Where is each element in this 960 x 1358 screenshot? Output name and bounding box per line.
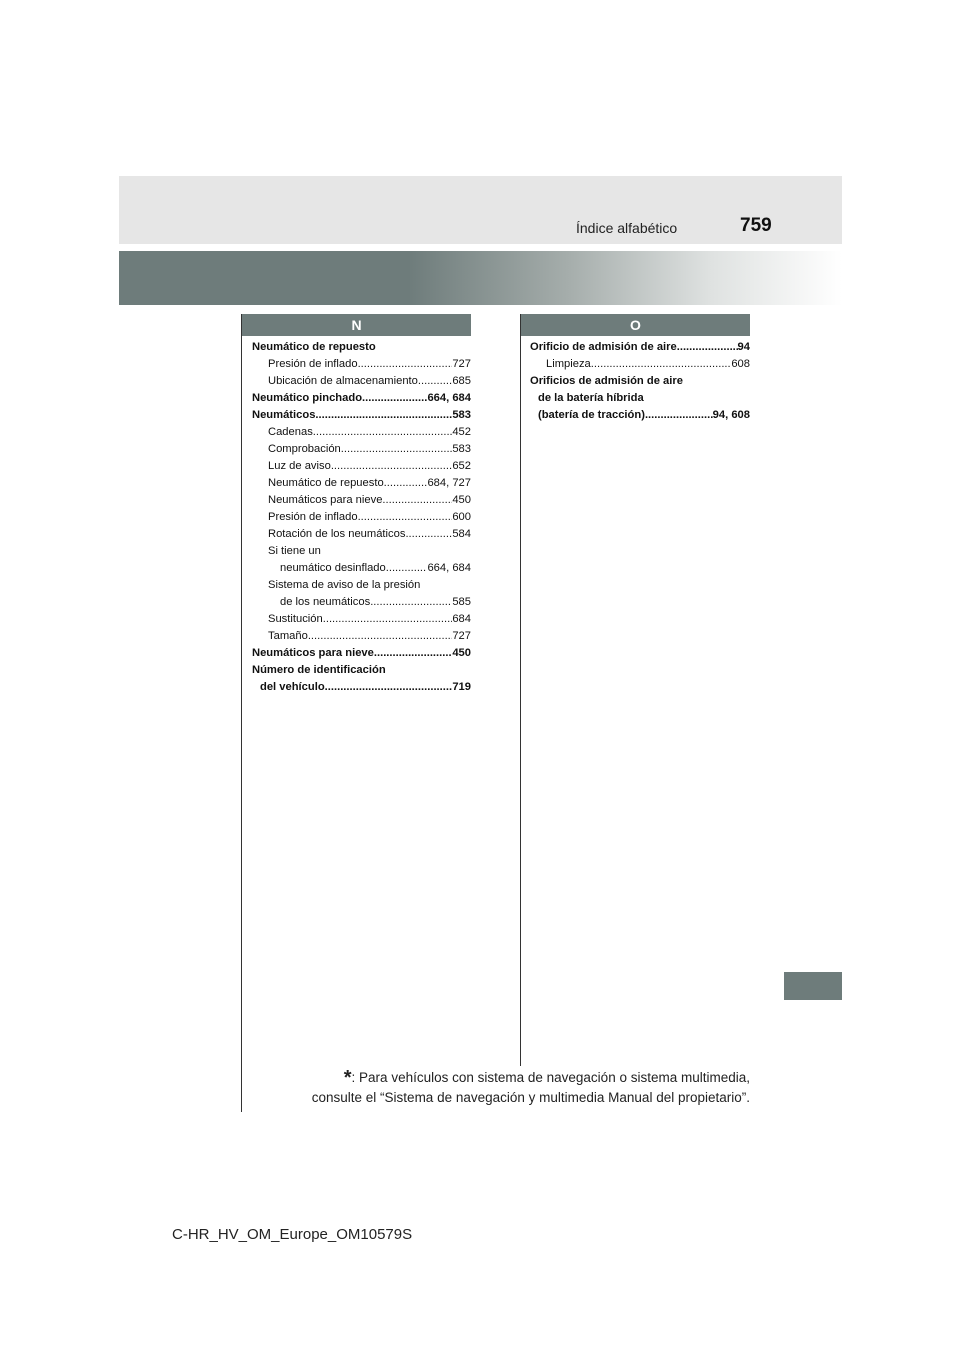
- index-entry: [252, 526, 471, 543]
- dot-leader: [362, 390, 427, 407]
- index-term: Neumáticos para nieve: [252, 647, 374, 659]
- index-entry: [530, 356, 750, 373]
- index-term: Cadenas: [268, 426, 313, 438]
- index-entry: [252, 611, 471, 628]
- index-entry: [252, 390, 471, 407]
- index-entry: [252, 645, 471, 662]
- dot-leader: [331, 458, 453, 475]
- index-term: Tamaño: [268, 630, 308, 642]
- page-reference: 94: [737, 341, 750, 353]
- index-entry: [252, 492, 471, 509]
- dot-leader: [323, 611, 453, 628]
- index-term: Luz de aviso: [268, 460, 331, 472]
- dot-leader: [677, 339, 738, 356]
- section-title: Índice alfabético: [576, 220, 678, 236]
- index-term: Sustitución: [268, 613, 323, 625]
- side-index-tab: [784, 972, 842, 1000]
- index-entry: [252, 594, 471, 611]
- dot-leader: [370, 594, 452, 611]
- index-term: del vehículo: [260, 681, 325, 693]
- page-reference: 727: [452, 358, 471, 370]
- header-band: [119, 176, 842, 244]
- page-number: 759: [740, 215, 772, 236]
- index-term: Neumático de repuesto: [252, 341, 376, 353]
- page-reference: 600: [452, 511, 471, 523]
- dot-leader: [325, 679, 453, 696]
- index-term: Presión de inflado: [268, 511, 358, 523]
- page-reference: 94, 608: [712, 409, 750, 421]
- index-term: Orificios de admisión de aire: [530, 375, 683, 387]
- index-entry: [252, 356, 471, 373]
- index-entry: [530, 390, 750, 407]
- footnote-line-1: : Para vehículos con sistema de navegación o sistema multimedia,: [351, 1070, 750, 1085]
- index-term: de la batería híbrida: [538, 392, 644, 404]
- dot-leader: [358, 356, 453, 373]
- page-reference: 452: [452, 426, 471, 438]
- index-entry: [252, 509, 471, 526]
- footnote-mark: *: [343, 1067, 352, 1089]
- index-term: Neumáticos para nieve: [268, 494, 383, 506]
- index-entry: [252, 662, 471, 679]
- page-reference: 684, 727: [427, 477, 471, 489]
- index-column-o: [530, 339, 750, 424]
- page-reference: 664, 684: [427, 392, 471, 404]
- index-entry: [530, 339, 750, 356]
- left-column-rule: [241, 314, 242, 1112]
- document-id: C-HR_HV_OM_Europe_OM10579S: [172, 1226, 413, 1243]
- index-term: Sistema de aviso de la presión: [268, 579, 421, 591]
- page-reference: 608: [731, 358, 750, 370]
- dot-leader: [341, 441, 453, 458]
- dot-leader: [591, 356, 732, 373]
- index-term: Rotación de los neumáticos: [268, 528, 406, 540]
- index-entry: [530, 407, 750, 424]
- index-term: Neumático de repuesto: [268, 477, 384, 489]
- index-entry: [252, 407, 471, 424]
- page-reference: 583: [452, 443, 471, 455]
- letter-heading-n: N: [242, 314, 471, 336]
- dot-leader: [405, 526, 452, 543]
- dot-leader: [374, 645, 452, 662]
- page-reference: 584: [452, 528, 471, 540]
- index-term: Orificio de admisión de aire: [530, 341, 677, 353]
- dot-leader: [418, 373, 452, 390]
- dot-leader: [313, 424, 453, 441]
- page-reference: 727: [452, 630, 471, 642]
- dot-leader: [358, 509, 453, 526]
- index-term: neumático desinflado: [280, 562, 386, 574]
- page-reference: 450: [452, 647, 471, 659]
- index-entry: [252, 679, 471, 696]
- page-reference: 652: [452, 460, 471, 472]
- index-term: Neumáticos: [252, 409, 316, 421]
- index-term: Comprobación: [268, 443, 341, 455]
- index-term: Si tiene un: [268, 545, 321, 557]
- dot-leader: [308, 628, 453, 645]
- dot-leader: [386, 560, 428, 577]
- index-entry: [252, 424, 471, 441]
- page-reference: 585: [452, 596, 471, 608]
- index-entry: [252, 543, 471, 560]
- index-entry: [252, 560, 471, 577]
- page-reference: 664, 684: [427, 562, 471, 574]
- dot-leader: [315, 407, 452, 424]
- index-entry: [252, 373, 471, 390]
- index-term: de los neumáticos: [280, 596, 371, 608]
- index-term: Neumático pinchado: [252, 392, 363, 404]
- dot-leader: [384, 475, 428, 492]
- page-reference: 583: [452, 409, 471, 421]
- index-entry: [252, 458, 471, 475]
- index-term: (batería de tracción): [538, 409, 645, 421]
- page-reference: 684: [452, 613, 471, 625]
- index-entry: [252, 628, 471, 645]
- index-entry: [252, 441, 471, 458]
- index-entry: [252, 339, 471, 356]
- page-reference: 450: [452, 494, 471, 506]
- footnote-line-2: consulte el “Sistema de navegación y multimedia Manual del propietario”.: [311, 1090, 750, 1105]
- index-entry: [530, 373, 750, 390]
- page-reference: 719: [452, 681, 471, 693]
- index-term: Número de identificación: [252, 664, 386, 676]
- footnote: [248, 1068, 750, 1108]
- middle-column-rule: [520, 314, 521, 1066]
- index-column-n: [252, 339, 471, 696]
- dot-leader: [645, 407, 713, 424]
- index-term: Limpieza: [546, 358, 591, 370]
- index-term: Ubicación de almacenamiento: [268, 375, 418, 387]
- decorative-gradient-bar: [119, 251, 842, 305]
- index-entry: [252, 475, 471, 492]
- index-term: Presión de inflado: [268, 358, 358, 370]
- index-entry: [252, 577, 471, 594]
- letter-heading-o: O: [521, 314, 750, 336]
- page-reference: 685: [452, 375, 471, 387]
- dot-leader: [382, 492, 452, 509]
